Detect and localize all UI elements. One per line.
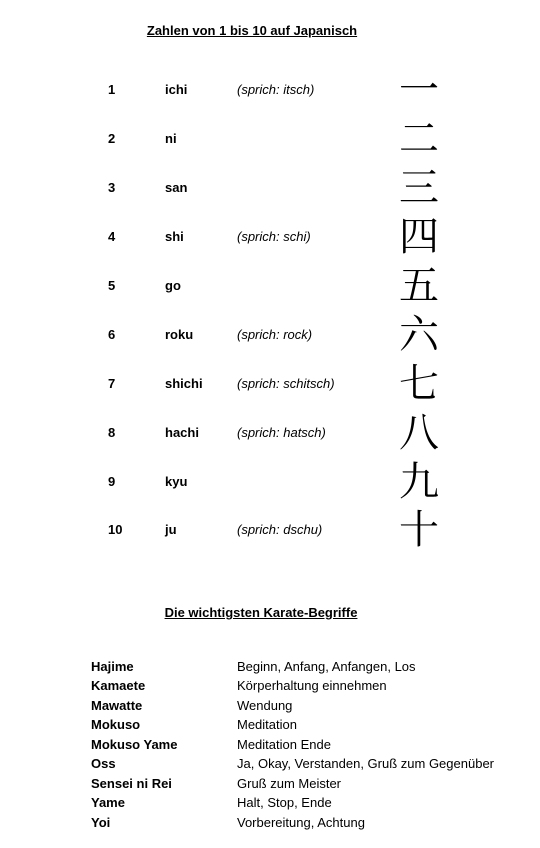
number-digit: 3 (108, 180, 116, 195)
kanji-character: 九 (399, 459, 439, 505)
kanji-character: 一 (399, 67, 439, 113)
term-name: Hajime (91, 659, 134, 674)
term-name: Mokuso (91, 717, 141, 732)
term-meaning: Vorbereitung, Achtung (237, 815, 365, 830)
term-name: Yoi (91, 815, 111, 830)
term-name: Oss (91, 756, 116, 771)
number-row-10 (0, 507, 540, 553)
number-digit: 8 (108, 425, 116, 440)
term-row (0, 697, 540, 716)
number-word: ichi (165, 82, 188, 97)
term-meaning: Meditation Ende (237, 737, 331, 752)
number-pronunciation: (sprich: schitsch) (237, 376, 335, 391)
term-meaning: Meditation (237, 717, 297, 732)
number-digit: 1 (108, 82, 116, 97)
number-row-9 (0, 459, 540, 505)
kanji-character: 二 (399, 116, 439, 162)
kanji-character: 六 (399, 312, 439, 358)
number-pronunciation: (sprich: hatsch) (237, 425, 326, 440)
number-word: shichi (165, 376, 203, 391)
term-name: Mokuso Yame (91, 737, 178, 752)
term-row (0, 755, 540, 774)
term-name: Mawatte (91, 698, 143, 713)
term-name: Yame (91, 795, 125, 810)
number-row-3 (0, 165, 540, 211)
kanji-character: 四 (399, 214, 439, 260)
kanji-character: 十 (399, 507, 439, 553)
number-digit: 5 (108, 278, 116, 293)
section-title: Die wichtigsten Karate-Begriffe (164, 605, 358, 620)
number-row-8 (0, 410, 540, 456)
kanji-character: 八 (399, 410, 439, 456)
term-row (0, 677, 540, 696)
kanji-character: 五 (399, 263, 439, 309)
term-row (0, 775, 540, 794)
number-row-6 (0, 312, 540, 358)
term-meaning: Beginn, Anfang, Anfangen, Los (237, 659, 416, 674)
number-word: go (165, 278, 181, 293)
number-pronunciation: (sprich: schi) (237, 229, 311, 244)
kanji-character: 三 (399, 165, 439, 211)
number-pronunciation: (sprich: rock) (237, 327, 313, 342)
number-digit: 4 (108, 229, 116, 244)
number-digit: 6 (108, 327, 116, 342)
term-name: Sensei ni Rei (91, 776, 172, 791)
term-meaning: Halt, Stop, Ende (237, 795, 332, 810)
number-word: kyu (165, 474, 188, 489)
term-row (0, 794, 540, 813)
number-word: shi (165, 229, 184, 244)
number-row-5 (0, 263, 540, 309)
number-word: san (165, 180, 188, 195)
number-row-7 (0, 361, 540, 407)
number-pronunciation: (sprich: itsch) (237, 82, 315, 97)
term-row (0, 716, 540, 735)
term-meaning: Körperhaltung einnehmen (237, 678, 387, 693)
number-digit: 9 (108, 474, 116, 489)
number-digit: 7 (108, 376, 116, 391)
number-row-2 (0, 116, 540, 162)
kanji-character: 七 (399, 361, 439, 407)
term-meaning: Wendung (237, 698, 293, 713)
number-word: ju (165, 522, 177, 537)
number-digit: 2 (108, 131, 116, 146)
term-meaning: Gruß zum Meister (237, 776, 342, 791)
term-meaning: Ja, Okay, Verstanden, Gruß zum Gegenüber (237, 756, 494, 771)
number-word: hachi (165, 425, 199, 440)
number-word: ni (165, 131, 177, 146)
number-pronunciation: (sprich: dschu) (237, 522, 323, 537)
number-row-4 (0, 214, 540, 260)
term-row (0, 658, 540, 677)
term-row (0, 814, 540, 833)
term-row (0, 736, 540, 755)
number-word: roku (165, 327, 194, 342)
number-digit: 10 (108, 522, 123, 537)
number-row-1 (0, 67, 540, 113)
term-name: Kamaete (91, 678, 146, 693)
page-title: Zahlen von 1 bis 10 auf Japanisch (146, 23, 358, 38)
